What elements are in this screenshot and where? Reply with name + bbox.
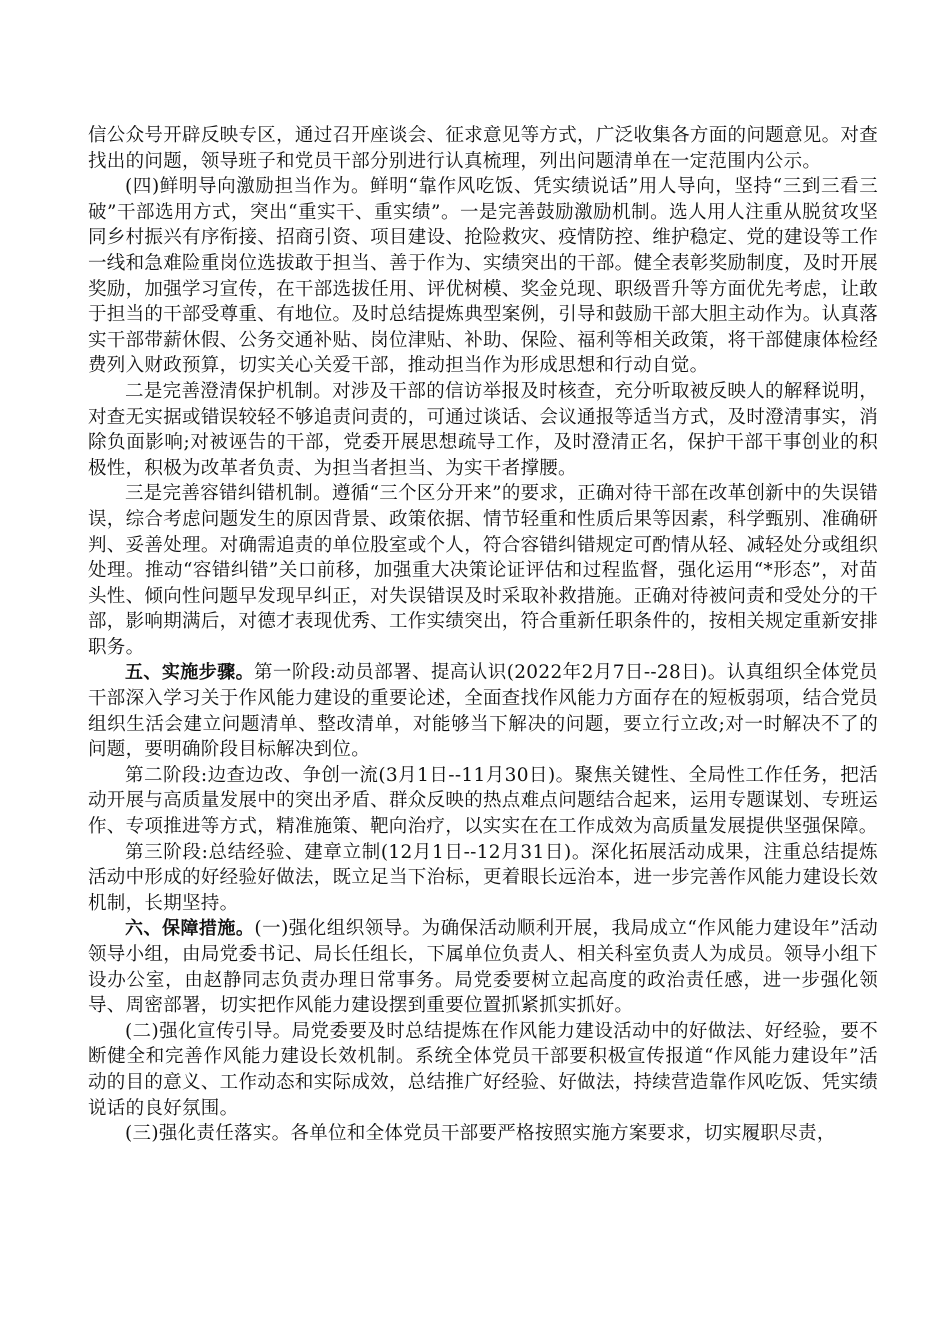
paragraph-text: 信公众号开辟反映专区，通过召开座谈会、征求意见等方式，广泛收集各方面的问题意见。对查找出的问题，领导班子和党员干部分别进行认真梳理，列出问题清单在一定范围内公示。 xyxy=(88,125,878,172)
section-heading: 六、保障措施。 xyxy=(125,918,255,940)
paragraph-text: 第三阶段:总结经验、建章立制(12月1日--12月31日)。深化拓展活动成果，注重总结提炼活动中形成的好经验好做法，既立足当下治标，更着眼长远治本，进一步完善作风能力建设长效机制，长期坚持。 xyxy=(88,841,878,914)
paragraph-text: (三)强化责任落实。各单位和全体党员干部要严格按照实施方案要求，切实履职尽责， xyxy=(125,1123,836,1145)
paragraph-5 xyxy=(88,763,878,840)
paragraph-text: (一)强化组织领导。为确保活动顺利开展，我局成立“作风能力建设年”活动领导小组，由局党委书记、局长任组长，下属单位负责人、相关科室负责人为成员。领导小组下设办公室，由赵静同志负责办理日常事务。局党委要树立起高度的政治责任感，进一步强化领导、周密部署，切实把作风能力建设摆到重要位置抓紧抓实抓好。 xyxy=(88,918,878,1017)
paragraph-text: (四)鲜明导向激励担当作为。鲜明“靠作风吃饭、凭实绩说话”用人导向，坚持“三到三看三破”干部选用方式，突出“重实干、重实绩”。一是完善鼓励激励机制。选人用人注重从脱贫攻坚同乡村振兴有序衔接、招商引资、项目建设、抢险救灾、疫情防控、维护稳定、党的建设等工作一线和急难险重岗位选拔敢于担当、善于作为、实绩突出的干部。健全表彰奖励制度，及时开展奖励，加强学习宣传，在干部选拔任用、评优树模、奖金兑现、职级晋升等方面优先考虑，让敢于担当的干部受尊重、有地位。及时总结提炼典型案例，引导和鼓励干部大胆主动作为。认真落实干部带薪休假、公务交通补贴、岗位津贴、补助、保险、福利等相关政策，将干部健康体检经费列入财政预算，切实关心关爱干部，推动担当作为形成思想和行动自觉。 xyxy=(88,176,878,377)
paragraph-text: 二是完善澄清保护机制。对涉及干部的信访举报及时核查，充分听取被反映人的解释说明，对查无实据或错误较轻不够追责问责的，可通过谈话、会议通报等适当方式，及时澄清事实，消除负面影响;对被诬告的干部，党委开展思想疏导工作，及时澄清正名，保护干部干事创业的积极性，积极为改革者负责、为担当者担当、为实干者撑腰。 xyxy=(88,380,878,479)
paragraph-4 xyxy=(88,660,878,762)
paragraph-3 xyxy=(88,481,878,660)
paragraph-6 xyxy=(88,840,878,917)
document-page xyxy=(88,123,878,1147)
paragraph-text: (二)强化宣传引导。局党委要及时总结提炼在作风能力建设活动中的好做法、好经验，要不断健全和完善作风能力建设长效机制。系统全体党员干部要积极宣传报道“作风能力建设年”活动的目的意义、工作动态和实际成效，总结推广好经验、好做法，持续营造靠作风吃饭、凭实绩说话的良好氛围。 xyxy=(88,1020,878,1119)
paragraph-text: 第一阶段:动员部署、提高认识(2022年2月7日--28日)。认真组织全体党员干部深入学习关于作风能力建设的重要论述，全面查找作风能力方面存在的短板弱项，结合党员组织生活会建立问题清单、整改清单，对能够当下解决的问题，要立行立改;对一时解决不了的问题，要明确阶段目标解决到位。 xyxy=(88,662,878,761)
paragraph-2 xyxy=(88,379,878,481)
paragraph-text: 第二阶段:边查边改、争创一流(3月1日--11月30日)。聚焦关键性、全局性工作任务，把活动开展与高质量发展中的突出矛盾、群众反映的热点难点问题结合起来，运用专题谋划、专班运作、专项推进等方式，精准施策、靶向治疗，以实实在在工作成效为高质量发展提供坚强保障。 xyxy=(88,764,878,838)
paragraph-8 xyxy=(88,1019,878,1121)
paragraph-0 xyxy=(88,123,878,174)
paragraph-text: 三是完善容错纠错机制。遵循“三个区分开来”的要求，正确对待干部在改革创新中的失误错误，综合考虑问题发生的原因背景、政策依据、情节轻重和性质后果等因素，科学甄别、准确研判、妥善处理。对确需追责的单位股室或个人，符合容错纠错规定可酌情从轻、减轻处分或组织处理。推动“容错纠错”关口前移，加强重大决策论证评估和过程监督，强化运用“*形态”，对苗头性、倾向性问题早发现早纠正，对失误错误及时采取补救措施。正确对待被问责和受处分的干部，影响期满后，对德才表现优秀、工作实绩突出，符合重新任职条件的，按相关规定重新安排职务。 xyxy=(88,483,878,658)
paragraph-1 xyxy=(88,174,878,379)
paragraph-7 xyxy=(88,916,878,1018)
paragraph-9 xyxy=(88,1121,878,1147)
section-heading: 五、实施步骤。 xyxy=(125,662,254,684)
